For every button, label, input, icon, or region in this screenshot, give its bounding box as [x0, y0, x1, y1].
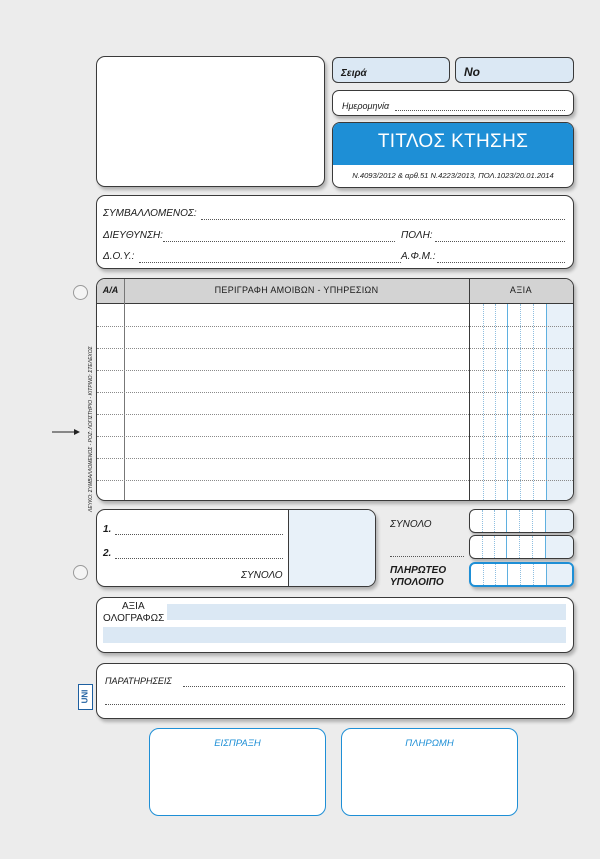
receipt-label: ΕΙΣΠΡΑΞΗ [214, 738, 261, 749]
col-description-header: ΠΕΡΙΓΡΑΦΗ ΑΜΟΙΒΩΝ - ΥΠΗΡΕΣΙΩΝ [214, 285, 379, 295]
document-title: ΤΙΤΛΟΣ ΚΤΗΣΗΣ [377, 131, 529, 152]
title-box [332, 122, 574, 188]
withholding-line-1-label: 1. [103, 524, 112, 535]
payment-label: ΠΛΗΡΩΜΗ [405, 738, 454, 749]
payable-label-1: ΠΛΗΡΩΤΕΟ [390, 565, 447, 576]
digit-line [506, 510, 507, 532]
digit-line [520, 564, 521, 585]
tax-office-label: Δ.Ο.Υ.: [103, 251, 135, 262]
digit-line [506, 536, 507, 558]
date-dots [395, 110, 565, 111]
digit-line [483, 304, 484, 500]
vat-label: Α.Φ.Μ.: [401, 251, 436, 262]
digit-line [483, 564, 484, 585]
digit-line [494, 510, 495, 532]
items-table [96, 278, 574, 501]
city-label: ΠΟΛΗ: [401, 230, 433, 241]
punch-hole-top [73, 285, 88, 300]
extra-amount-field[interactable] [469, 535, 574, 559]
remarks-box [96, 663, 574, 719]
remarks-line-1[interactable] [183, 686, 565, 687]
extra-line-field[interactable] [390, 556, 464, 557]
table-row[interactable] [97, 436, 573, 437]
issuer-box[interactable] [96, 56, 325, 187]
receipt-box[interactable] [149, 728, 326, 816]
digit-line [495, 304, 496, 500]
series-field[interactable] [332, 57, 450, 83]
col-sep-index [124, 279, 125, 500]
series-label: Σειρά [341, 68, 367, 79]
withholding-line-2[interactable] [115, 558, 283, 559]
digit-line [482, 510, 483, 532]
number-label: Νο [464, 65, 480, 79]
amount-words-label-2: ΟΛΟΓΡΑΦΩΣ [103, 613, 165, 624]
col-index-header: Α/Α [102, 285, 119, 295]
city-field[interactable] [435, 241, 565, 242]
digit-line [532, 536, 533, 558]
digit-line [532, 510, 533, 532]
digit-line [546, 304, 547, 500]
vat-field[interactable] [437, 262, 565, 263]
contractor-field[interactable] [201, 219, 565, 220]
amount-words-box [96, 597, 574, 653]
withholding-total-label: ΣΥΝΟΛΟ [241, 570, 283, 581]
table-row[interactable] [97, 370, 573, 371]
remarks-label: ΠΑΡΑΤΗΡΗΣΕΙΣ [105, 676, 172, 686]
date-field[interactable] [332, 90, 574, 116]
total-amount-field[interactable] [469, 509, 574, 533]
amount-words-label-1: ΑΞΙΑ [122, 601, 145, 612]
withholding-box [96, 509, 376, 587]
party-box [96, 195, 574, 269]
withholding-line-2-label: 2. [103, 548, 112, 559]
cents-shade [546, 564, 572, 585]
withholding-line-1[interactable] [115, 534, 283, 535]
legal-reference: Ν.4093/2012 & αρθ.51 Ν.4223/2013, ΠΟΛ.1023/20.01.2014 [352, 171, 554, 180]
table-row[interactable] [97, 392, 573, 393]
amount-words-field-2[interactable] [103, 627, 566, 643]
address-label: ΔΙΕΥΘΥΝΣΗ: [103, 230, 163, 241]
withholding-amounts[interactable] [289, 510, 375, 586]
col-value-header: ΑΞΙΑ [509, 285, 533, 295]
address-field[interactable] [163, 241, 395, 242]
digit-line [519, 536, 520, 558]
uni-logo [78, 684, 93, 710]
table-row[interactable] [97, 326, 573, 327]
digit-line [482, 536, 483, 558]
contractor-label: ΣΥΜΒΑΛΛΟΜΕΝΟΣ: [103, 208, 197, 219]
digit-line [533, 304, 534, 500]
amount-words-field-1[interactable] [167, 604, 566, 620]
payable-amount-field[interactable] [469, 562, 574, 587]
table-row[interactable] [97, 480, 573, 481]
arrow-icon [52, 424, 80, 434]
digit-line [495, 564, 496, 585]
cents-shade [545, 510, 573, 532]
punch-hole-bottom [73, 565, 88, 580]
digit-line [519, 510, 520, 532]
digit-line [507, 304, 508, 500]
total-label: ΣΥΝΟΛΟ [390, 519, 432, 530]
table-row[interactable] [97, 348, 573, 349]
payment-box[interactable] [341, 728, 518, 816]
digit-line [507, 564, 508, 585]
cents-shade [546, 304, 573, 500]
remarks-line-2[interactable] [105, 704, 565, 705]
table-row[interactable] [97, 414, 573, 415]
cents-shade [545, 536, 573, 558]
date-label: Ημερομηνία [342, 101, 390, 111]
tax-office-field[interactable] [139, 262, 401, 263]
payable-label-2: ΥΠΟΛΟΙΠΟ [390, 577, 444, 588]
number-field[interactable] [455, 57, 574, 83]
digit-line [494, 536, 495, 558]
amount-grid [470, 304, 573, 500]
copy-distribution-note: ΛΕΥΚΟ: ΣΥΜΒΑΛΛΟΜΕΝΟΣ - ΡΟΖ: ΛΟΓΙΣΤΗΡΙΟ - ΚΙΤΡΙΝΟ: ΣΤΕΛΕΧΟΣ [88, 346, 94, 512]
digit-line [533, 564, 534, 585]
table-row[interactable] [97, 458, 573, 459]
uni-logo-text: UNI [80, 689, 90, 704]
digit-line [520, 304, 521, 500]
